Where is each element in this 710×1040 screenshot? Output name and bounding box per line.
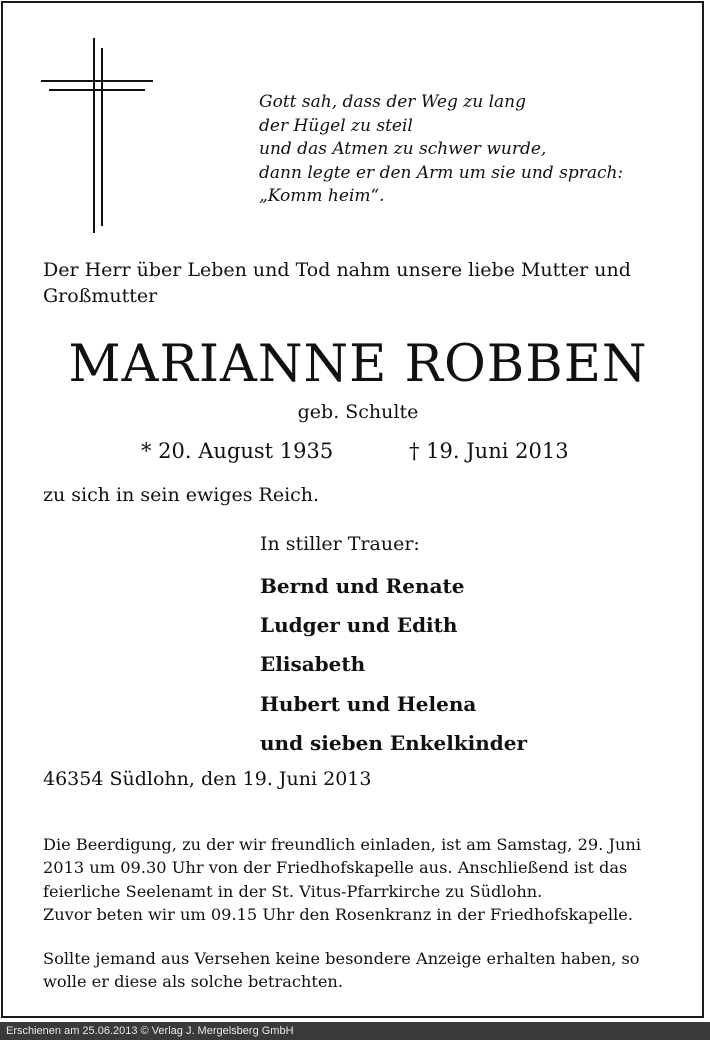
intro-text: Der Herr über Leben und Tod nahm unsere liebe Mutter und Großmutter bbox=[43, 259, 631, 307]
cross-icon bbox=[41, 38, 153, 233]
note-line: Sollte jemand aus Versehen keine besondere Anzeige erhalten haben, so bbox=[43, 949, 640, 968]
obituary-frame bbox=[1, 1, 704, 1018]
notice-note bbox=[43, 947, 683, 994]
deceased-name: MARIANNE ROBBEN bbox=[68, 335, 648, 394]
funeral-line: Zuvor beten wir um 09.15 Uhr den Rosenkranz in der Friedhofskapelle. bbox=[43, 904, 633, 924]
mourner: Bernd und Renate bbox=[260, 574, 465, 598]
verse-line: der Hügel zu steil bbox=[259, 115, 413, 136]
mourners-list bbox=[260, 567, 527, 763]
mourning-label: In stiller Trauer: bbox=[260, 533, 420, 555]
verse-line: dann legte er den Arm um sie und sprach: bbox=[259, 162, 624, 183]
birth-name: geb. Schulte bbox=[297, 401, 419, 423]
mourner: Ludger und Edith bbox=[260, 613, 458, 638]
publisher-footer: Erschienen am 25.06.2013 © Verlag J. Mergelsberg GmbH bbox=[0, 1022, 710, 1040]
verse-line: „Komm heim“. bbox=[259, 186, 385, 206]
death-date: † 19. Juni 2013 bbox=[409, 439, 569, 463]
funeral-details bbox=[43, 833, 683, 926]
note-line: wolle er diese als solche betrachten. bbox=[43, 972, 344, 992]
verse-line: Gott sah, dass der Weg zu lang bbox=[259, 92, 526, 112]
closing-text: zu sich in sein ewiges Reich. bbox=[43, 484, 320, 506]
mourner: Hubert und Helena bbox=[260, 691, 477, 716]
birth-date: * 20. August 1935 bbox=[141, 439, 334, 463]
mourner: Elisabeth bbox=[260, 652, 366, 677]
place-date: 46354 Südlohn, den 19. Juni 2013 bbox=[43, 768, 372, 790]
verse-line: und das Atmen zu schwer wurde, bbox=[259, 139, 547, 159]
funeral-line: 2013 um 09.30 Uhr von der Friedhofskapelle aus. Anschließend ist das bbox=[43, 858, 628, 878]
funeral-line: Die Beerdigung, zu der wir freundlich einladen, ist am Samstag, 29. Juni bbox=[43, 835, 641, 854]
verse bbox=[259, 91, 623, 209]
mourner: und sieben Enkelkinder bbox=[260, 730, 528, 755]
life-dates bbox=[3, 439, 710, 469]
funeral-line: feierliche Seelenamt in der St. Vitus-Pfarrkirche zu Südlohn. bbox=[43, 881, 543, 901]
